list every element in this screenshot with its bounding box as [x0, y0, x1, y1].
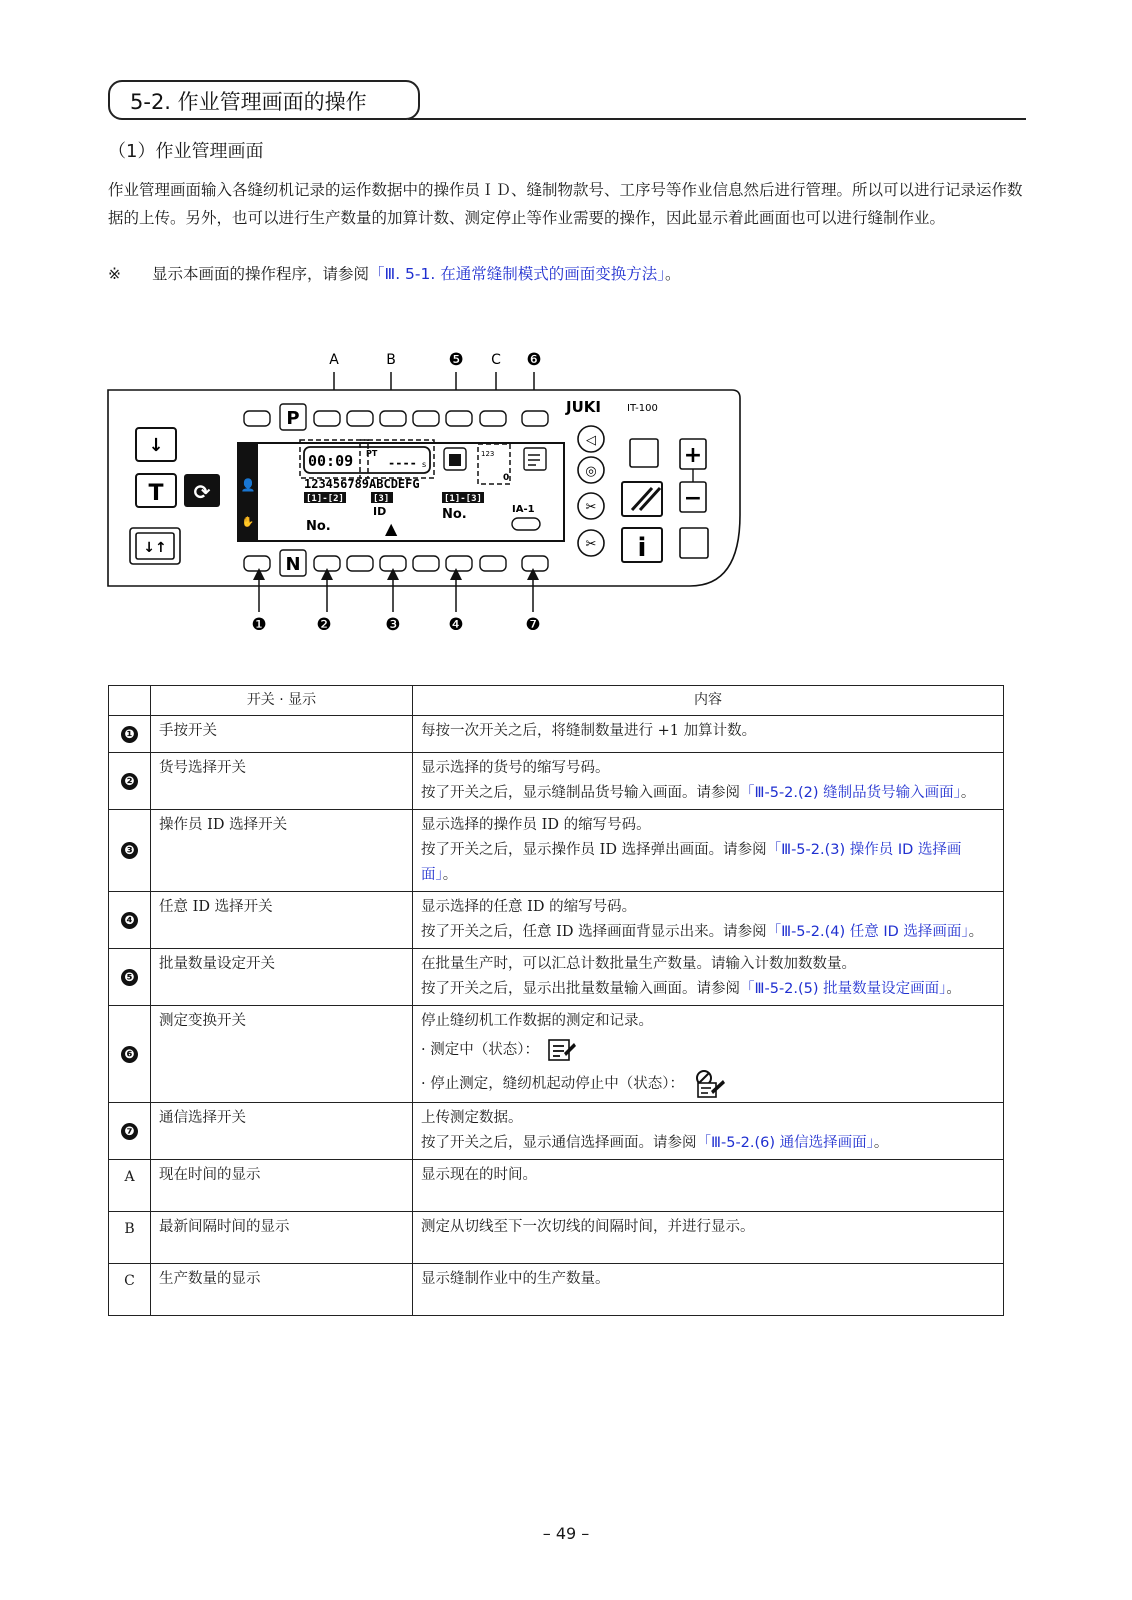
table-row [109, 753, 1004, 810]
row-name: 货号选择开关 [151, 753, 413, 810]
row-name: 测定变换开关 [151, 1006, 413, 1103]
table-header-switch: 开关 · 显示 [151, 686, 413, 716]
callout-4: ❹ [448, 615, 464, 635]
row-name: 现在时间的显示 [151, 1160, 413, 1212]
plus-icon: + [683, 443, 703, 468]
row-key: C [124, 1273, 135, 1289]
callout-c: C [491, 352, 501, 368]
row-line: 在批量生产时，可以汇总计数批量生产数量。请输入计数加数数量。 [421, 956, 856, 972]
svg-text:✋: ✋ [241, 517, 255, 528]
row-name: 任意 ID 选择开关 [151, 892, 413, 949]
row-ref-tail: 。 [968, 924, 984, 940]
callout-5: ❺ [448, 350, 464, 370]
state-measuring-text: · 测定中（状态）： [421, 1042, 539, 1058]
intro-paragraph: 作业管理画面输入各缝纫机记录的运作数据中的操作员ＩＤ、缝制物款号、工序号等作业信息然后进行管理。所以可以进行记录运作数据的上传。另外，也可以进行生产数量的加算计数、测定停止等作业需要的操作，因此显示着此画面也可以进行缝制作业。 [108, 181, 1023, 227]
row-key: ❹ [121, 912, 138, 929]
info-icon: i [637, 533, 647, 563]
page-number: – 49 – [542, 1524, 590, 1543]
lcd-time: 00:09 [308, 452, 354, 470]
table-row [109, 892, 1004, 949]
lcd-interval: ---- [388, 456, 417, 470]
row-key: ❺ [121, 969, 138, 986]
brand-logo: JUKI [566, 398, 601, 416]
lcd-tag-operator: [3] [373, 494, 390, 504]
row-line: 每按一次开关之后，将缝制数量进行 +1 加算计数。 [421, 723, 757, 739]
minus-icon: − [683, 486, 703, 511]
row-ref-text: 按了开关之后，显示出批量数量输入画面。请参阅 [421, 981, 740, 997]
table-row [109, 1006, 1004, 1103]
row-ref-link[interactable]: 「Ⅲ-5-2.(3) 操作员 ID 选择画面」 [421, 842, 962, 883]
lcd-ia-label: IA-1 [512, 504, 535, 515]
lcd-pt-label: PT [366, 449, 378, 458]
row-name: 手按开关 [151, 716, 413, 753]
row-line: 显示选择的操作员 ID 的缩写号码。 [421, 817, 651, 833]
callout-b: B [386, 352, 396, 368]
row-ref-tail: 。 [442, 867, 458, 883]
lcd-pattern-list: 123456789ABCDEFG [304, 477, 420, 491]
table-row [109, 1160, 1004, 1212]
section-title: 5-2. 作业管理画面的操作 [130, 90, 367, 114]
lcd-count-prefix: 123 [481, 450, 495, 458]
row-key: ❸ [121, 842, 138, 859]
lcd-any-no: No. [442, 507, 467, 522]
callout-2: ❷ [316, 615, 332, 635]
table-row [109, 810, 1004, 892]
row-line: 显示缝制作业中的生产数量。 [421, 1271, 610, 1287]
svg-text:↓↑: ↓↑ [143, 540, 167, 556]
row-name: 操作员 ID 选择开关 [151, 810, 413, 892]
row-key: A [124, 1169, 135, 1185]
measurement-stopped-icon [693, 1069, 727, 1099]
table-row [109, 949, 1004, 1006]
t-key-label: T [148, 481, 164, 506]
row-ref-link[interactable]: 「Ⅲ-5-2.(2) 缝制品货号输入画面」 [740, 785, 961, 801]
lcd-interval-unit: s [422, 460, 427, 469]
lcd-count: 0 [503, 473, 510, 483]
svg-text:↓: ↓ [148, 435, 164, 456]
row-ref-tail: 。 [946, 981, 961, 997]
table-header-key [109, 686, 151, 716]
callout-1: ❶ [251, 615, 267, 635]
note-paragraph [108, 260, 1028, 288]
callout-6: ❻ [526, 350, 542, 370]
row-ref-tail: 。 [873, 1135, 889, 1151]
note-tail: 。 [664, 265, 681, 283]
row-name: 通信选择开关 [151, 1103, 413, 1160]
callout-a: A [329, 352, 339, 368]
subsection-title: （1）作业管理画面 [108, 141, 264, 162]
row-name: 生产数量的显示 [151, 1264, 413, 1316]
row-key: ❻ [121, 1046, 138, 1063]
row-ref-text: 按了开关之后，显示操作员 ID 选择弹出画面。请参阅 [421, 842, 767, 858]
row-ref-link[interactable]: 「Ⅲ-5-2.(5) 批量数量设定画面」 [740, 981, 947, 997]
operations-table [108, 685, 1004, 1316]
row-key: ❶ [121, 726, 138, 743]
note-link[interactable]: 「Ⅲ. 5-1. 在通常缝制模式的画面变换方法」 [369, 265, 665, 283]
lcd-tag-style: [1]-[2] [306, 494, 344, 504]
table-row [109, 1264, 1004, 1316]
svg-text:✂: ✂ [585, 537, 597, 552]
row-name: 最新间隔时间的显示 [151, 1212, 413, 1264]
row-ref-tail: 。 [960, 785, 976, 801]
svg-text:⟳: ⟳ [193, 480, 211, 504]
row-key: B [124, 1221, 135, 1237]
lcd-screen [238, 440, 564, 541]
row-key: ❷ [121, 773, 138, 790]
table-row [109, 716, 1004, 753]
row-ref-text: 按了开关之后，任意 ID 选择画面背显示出来。请参阅 [421, 924, 767, 940]
svg-text:◁: ◁ [586, 433, 596, 448]
row-line: 停止缝纫机工作数据的测定和记录。 [421, 1013, 653, 1029]
table-header-row [109, 686, 1004, 716]
row-line: 显示选择的任意 ID 的缩写号码。 [421, 899, 637, 915]
operation-panel-figure [100, 340, 760, 640]
n-key-label: N [285, 554, 301, 575]
callout-7: ❼ [525, 615, 541, 635]
row-line: 上传测定数据。 [421, 1110, 523, 1126]
row-ref-link[interactable]: 「Ⅲ-5-2.(6) 通信选择画面」 [696, 1135, 874, 1151]
svg-text:▲: ▲ [385, 519, 398, 538]
lcd-tag-any: [1]-[3] [444, 494, 482, 504]
svg-text:👤: 👤 [240, 478, 256, 492]
row-ref-text: 按了开关之后，显示缝制品货号输入画面。请参阅 [421, 785, 740, 801]
p-key-label: P [286, 408, 300, 429]
note-mark: ※ [108, 265, 121, 283]
table-row [109, 1103, 1004, 1160]
row-ref-link[interactable]: 「Ⅲ-5-2.(4) 任意 ID 选择画面」 [766, 924, 969, 940]
lcd-id-label: ID [373, 505, 387, 518]
model-label: IT-100 [627, 403, 658, 414]
row-line: 显示现在的时间。 [421, 1167, 537, 1183]
note-text: 显示本画面的操作程序，请参阅 [152, 265, 370, 283]
measuring-icon [548, 1038, 578, 1062]
row-line: 显示选择的货号的缩写号码。 [421, 760, 610, 776]
row-ref-text: 按了开关之后，显示通信选择画面。请参阅 [421, 1135, 697, 1151]
lcd-style-no: No. [306, 519, 331, 534]
section-rule [408, 118, 1026, 120]
state-stopped-text: · 停止测定，缝纫机起动停止中（状态）： [421, 1076, 684, 1092]
row-name: 批量数量设定开关 [151, 949, 413, 1006]
svg-text:✂: ✂ [585, 500, 597, 515]
table-row [109, 1212, 1004, 1264]
row-line: 测定从切线至下一次切线的间隔时间，并进行显示。 [421, 1219, 755, 1235]
callout-3: ❸ [385, 615, 401, 635]
section-header [108, 80, 1026, 124]
table-header-content: 内容 [413, 686, 1004, 716]
svg-text:◎: ◎ [585, 464, 597, 479]
row-key: ❼ [121, 1123, 138, 1140]
